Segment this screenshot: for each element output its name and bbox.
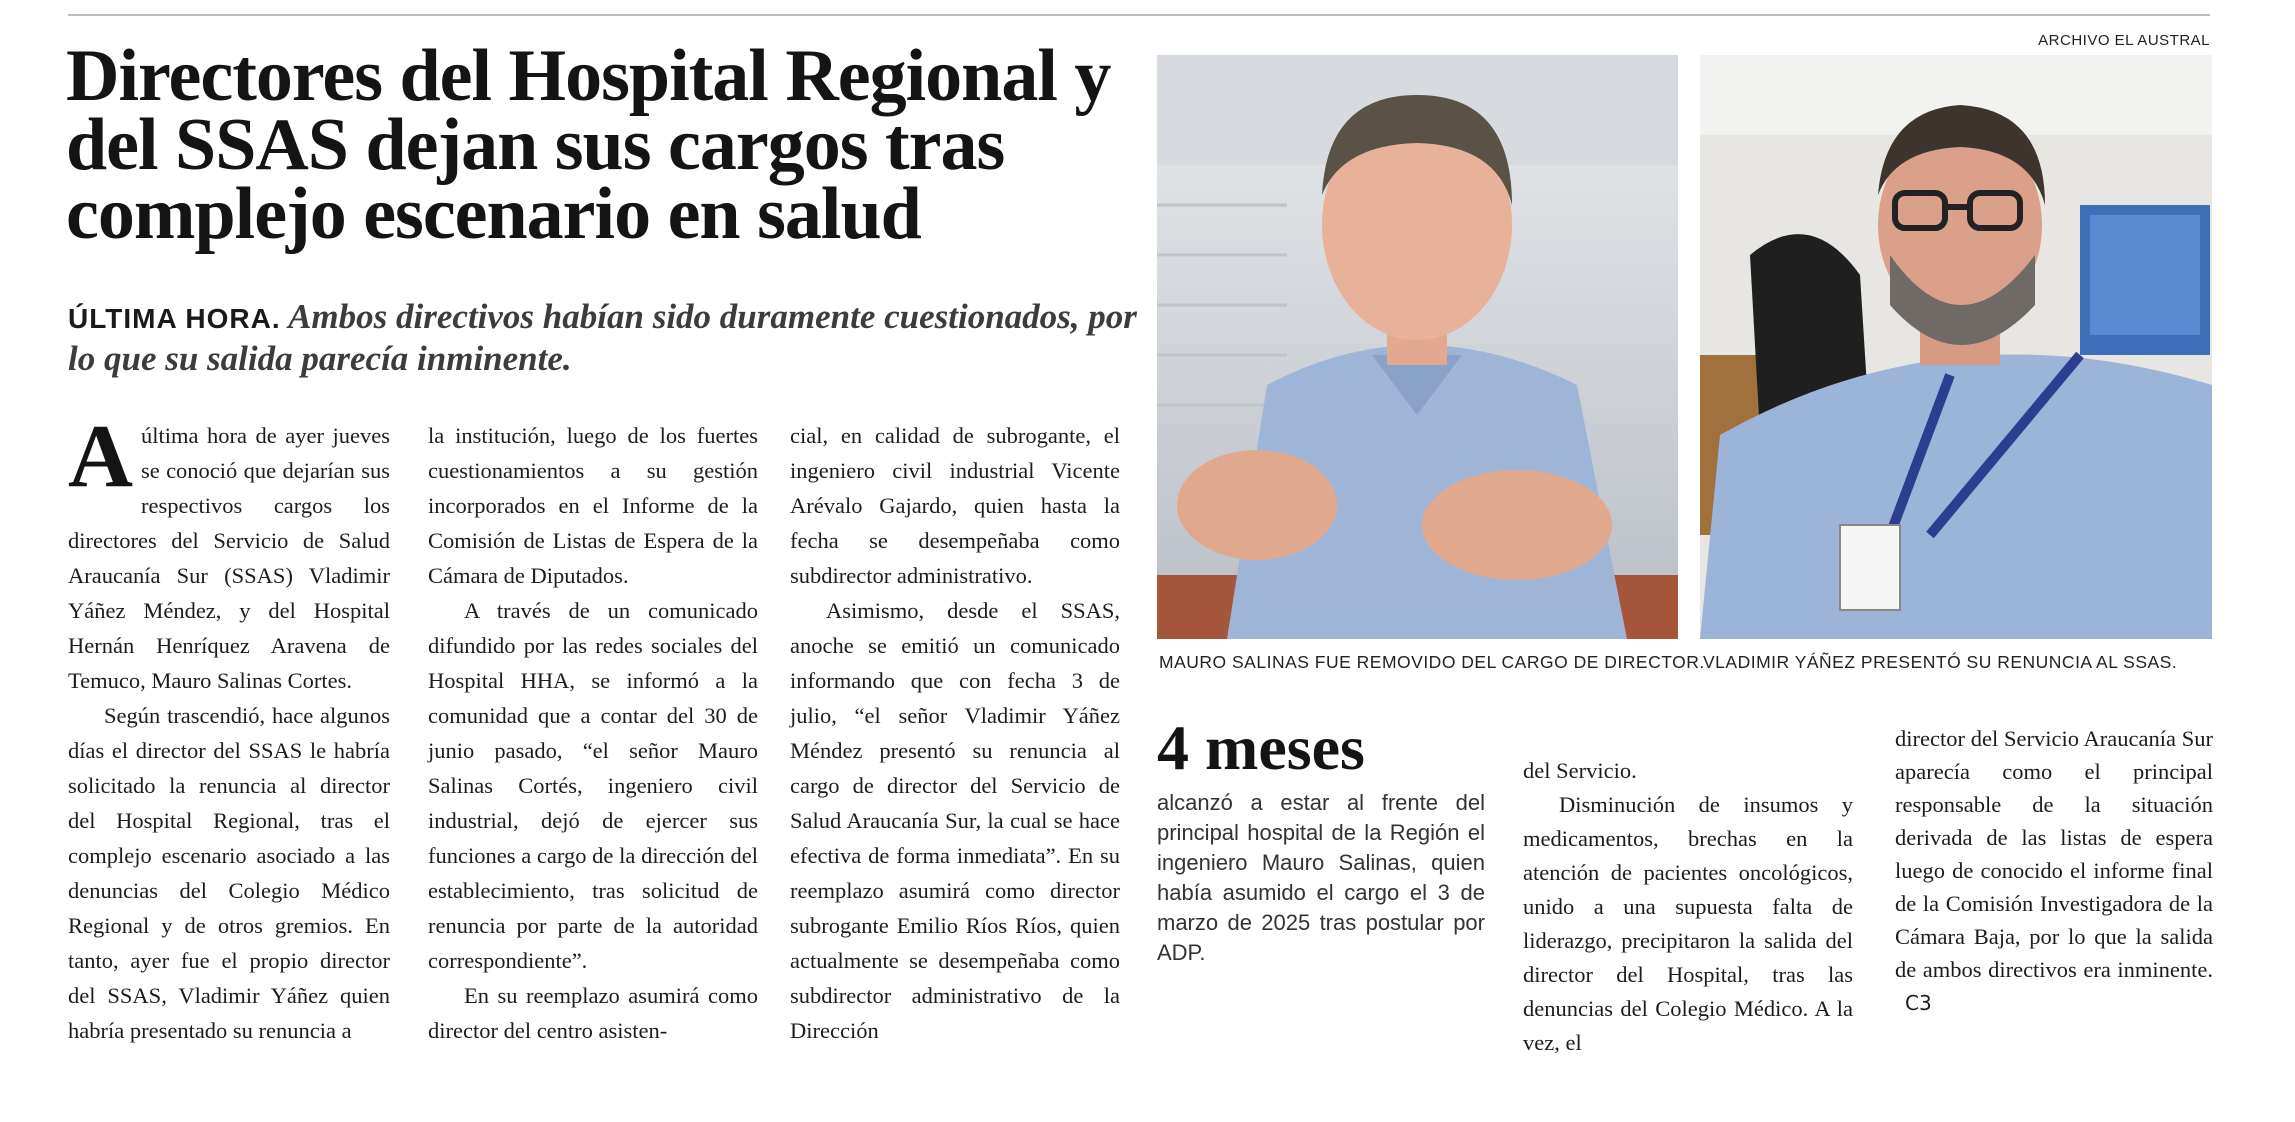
top-rule <box>68 14 2210 16</box>
body-paragraph: En su reemplazo asumirá como director del centro asisten- <box>428 983 758 1043</box>
photo-vladimir-yanez <box>1700 55 2212 639</box>
dek-text: Ambos directivos habían sido duramente cuestionados, por lo que su salida parecía inminente. <box>68 297 1137 378</box>
photo-vladimir-yanez-illustration <box>1700 55 2212 639</box>
body-paragraph: la institución, luego de los fuertes cuestionamientos a su gestión incorporados en el Informe de la Comisión de Listas de Espera de la Cámara de Diputados. <box>428 423 758 588</box>
photo-mauro-salinas-illustration <box>1157 55 1678 639</box>
body-paragraph: Disminución de insumos y medicamentos, brechas en la atención de pacientes oncológicos, unido a una supuesta falta de liderazgo, precipitaron la salida del director del Hospital, tras las denuncias del Colegio Médico. A la vez, el <box>1523 792 1853 1055</box>
article-column-1 <box>68 407 390 1048</box>
photo-mauro-salinas <box>1157 55 1678 639</box>
body-paragraph: del Servicio. <box>1523 758 1637 783</box>
stat-number: 4 meses <box>1157 712 1365 783</box>
drop-cap: A <box>68 407 133 506</box>
dek <box>68 297 1148 379</box>
body-paragraph: Según trascendió, hace algunos días el director del SSAS le habría solicitado la renuncia al director del Hospital Regional, tras el complejo escenario asociado a las denuncias del Colegio Médico Regional y de otros gremios. En tanto, ayer fue el propio director del SSAS, Vladimir Yáñez quien habría presentado su renuncia a <box>68 703 390 1043</box>
article-column-2 <box>428 418 758 1048</box>
body-paragraph <box>68 407 390 698</box>
body-text: última hora de ayer jueves se conoció que dejarían sus respectivos cargos los directores del Servicio de Salud Araucanía Sur (SSAS) Vladimir Yáñez Méndez, y del Hospital Hernán Henríquez Aravena de Temuco, Mauro Salinas Cortes. <box>68 423 390 693</box>
headline: Directores del Hospital Regional y del SSAS dejan sus cargos tras complejo escenario en salud <box>66 35 1111 255</box>
article-column-4 <box>1523 754 1853 1060</box>
body-paragraph: cial, en calidad de subrogante, el ingeniero civil industrial Vicente Arévalo Gajardo, quien hasta la fecha se desempeñaba como subdirector administrativo. <box>790 423 1120 588</box>
article-column-5 <box>1895 722 2213 1020</box>
end-mark: C3 <box>1905 991 1932 1015</box>
body-paragraph <box>1895 722 2213 1020</box>
body-text: director del Servicio Araucanía Sur aparecía como el principal responsable de la situación derivada de las listas de espera luego de conocido el informe final de la Comisión Investigadora de la Cámara Baja, por lo que la salida de ambos directivos era inminente. <box>1895 726 2213 982</box>
body-paragraph: Asimismo, desde el SSAS, anoche se emitió un comunicado informando que con fecha 3 de julio, “el señor Vladimir Yáñez Méndez presentó su renuncia al cargo de director del Servicio de Salud Araucanía Sur, la cual se hace efectiva de forma inmediata”. En su reemplazo asumirá como director subrogante Emilio Ríos Ríos, quien actualmente se desempeñaba como subdirector administrativo de la Dirección <box>790 598 1120 1043</box>
photo-credit: ARCHIVO EL AUSTRAL <box>2038 32 2210 49</box>
stat-text: alcanzó a estar al frente del principal hospital de la Región el ingeniero Mauro Salinas, quien había asumido el cargo el 3 de marzo de 2025 tras postular por ADP. <box>1157 790 1485 965</box>
body-paragraph: A través de un comunicado difundido por las redes sociales del Hospital HHA, se informó a la comunidad que a contar del 30 de junio pasado, “el señor Mauro Salinas Cortés, ingeniero civil industrial, dejó de ejercer sus funciones a cargo de la dirección del establecimiento, tras solicitud de renuncia por parte de la autoridad correspondiente”. <box>428 598 758 973</box>
photo-caption-2: VLADIMIR YÁÑEZ PRESENTÓ SU RENUNCIA AL SSAS. <box>1703 652 2178 672</box>
article-column-3 <box>790 418 1120 1048</box>
dek-kicker: ÚLTIMA HORA. <box>68 303 281 334</box>
photo-caption-1: MAURO SALINAS FUE REMOVIDO DEL CARGO DE DIRECTOR. <box>1159 652 1705 672</box>
